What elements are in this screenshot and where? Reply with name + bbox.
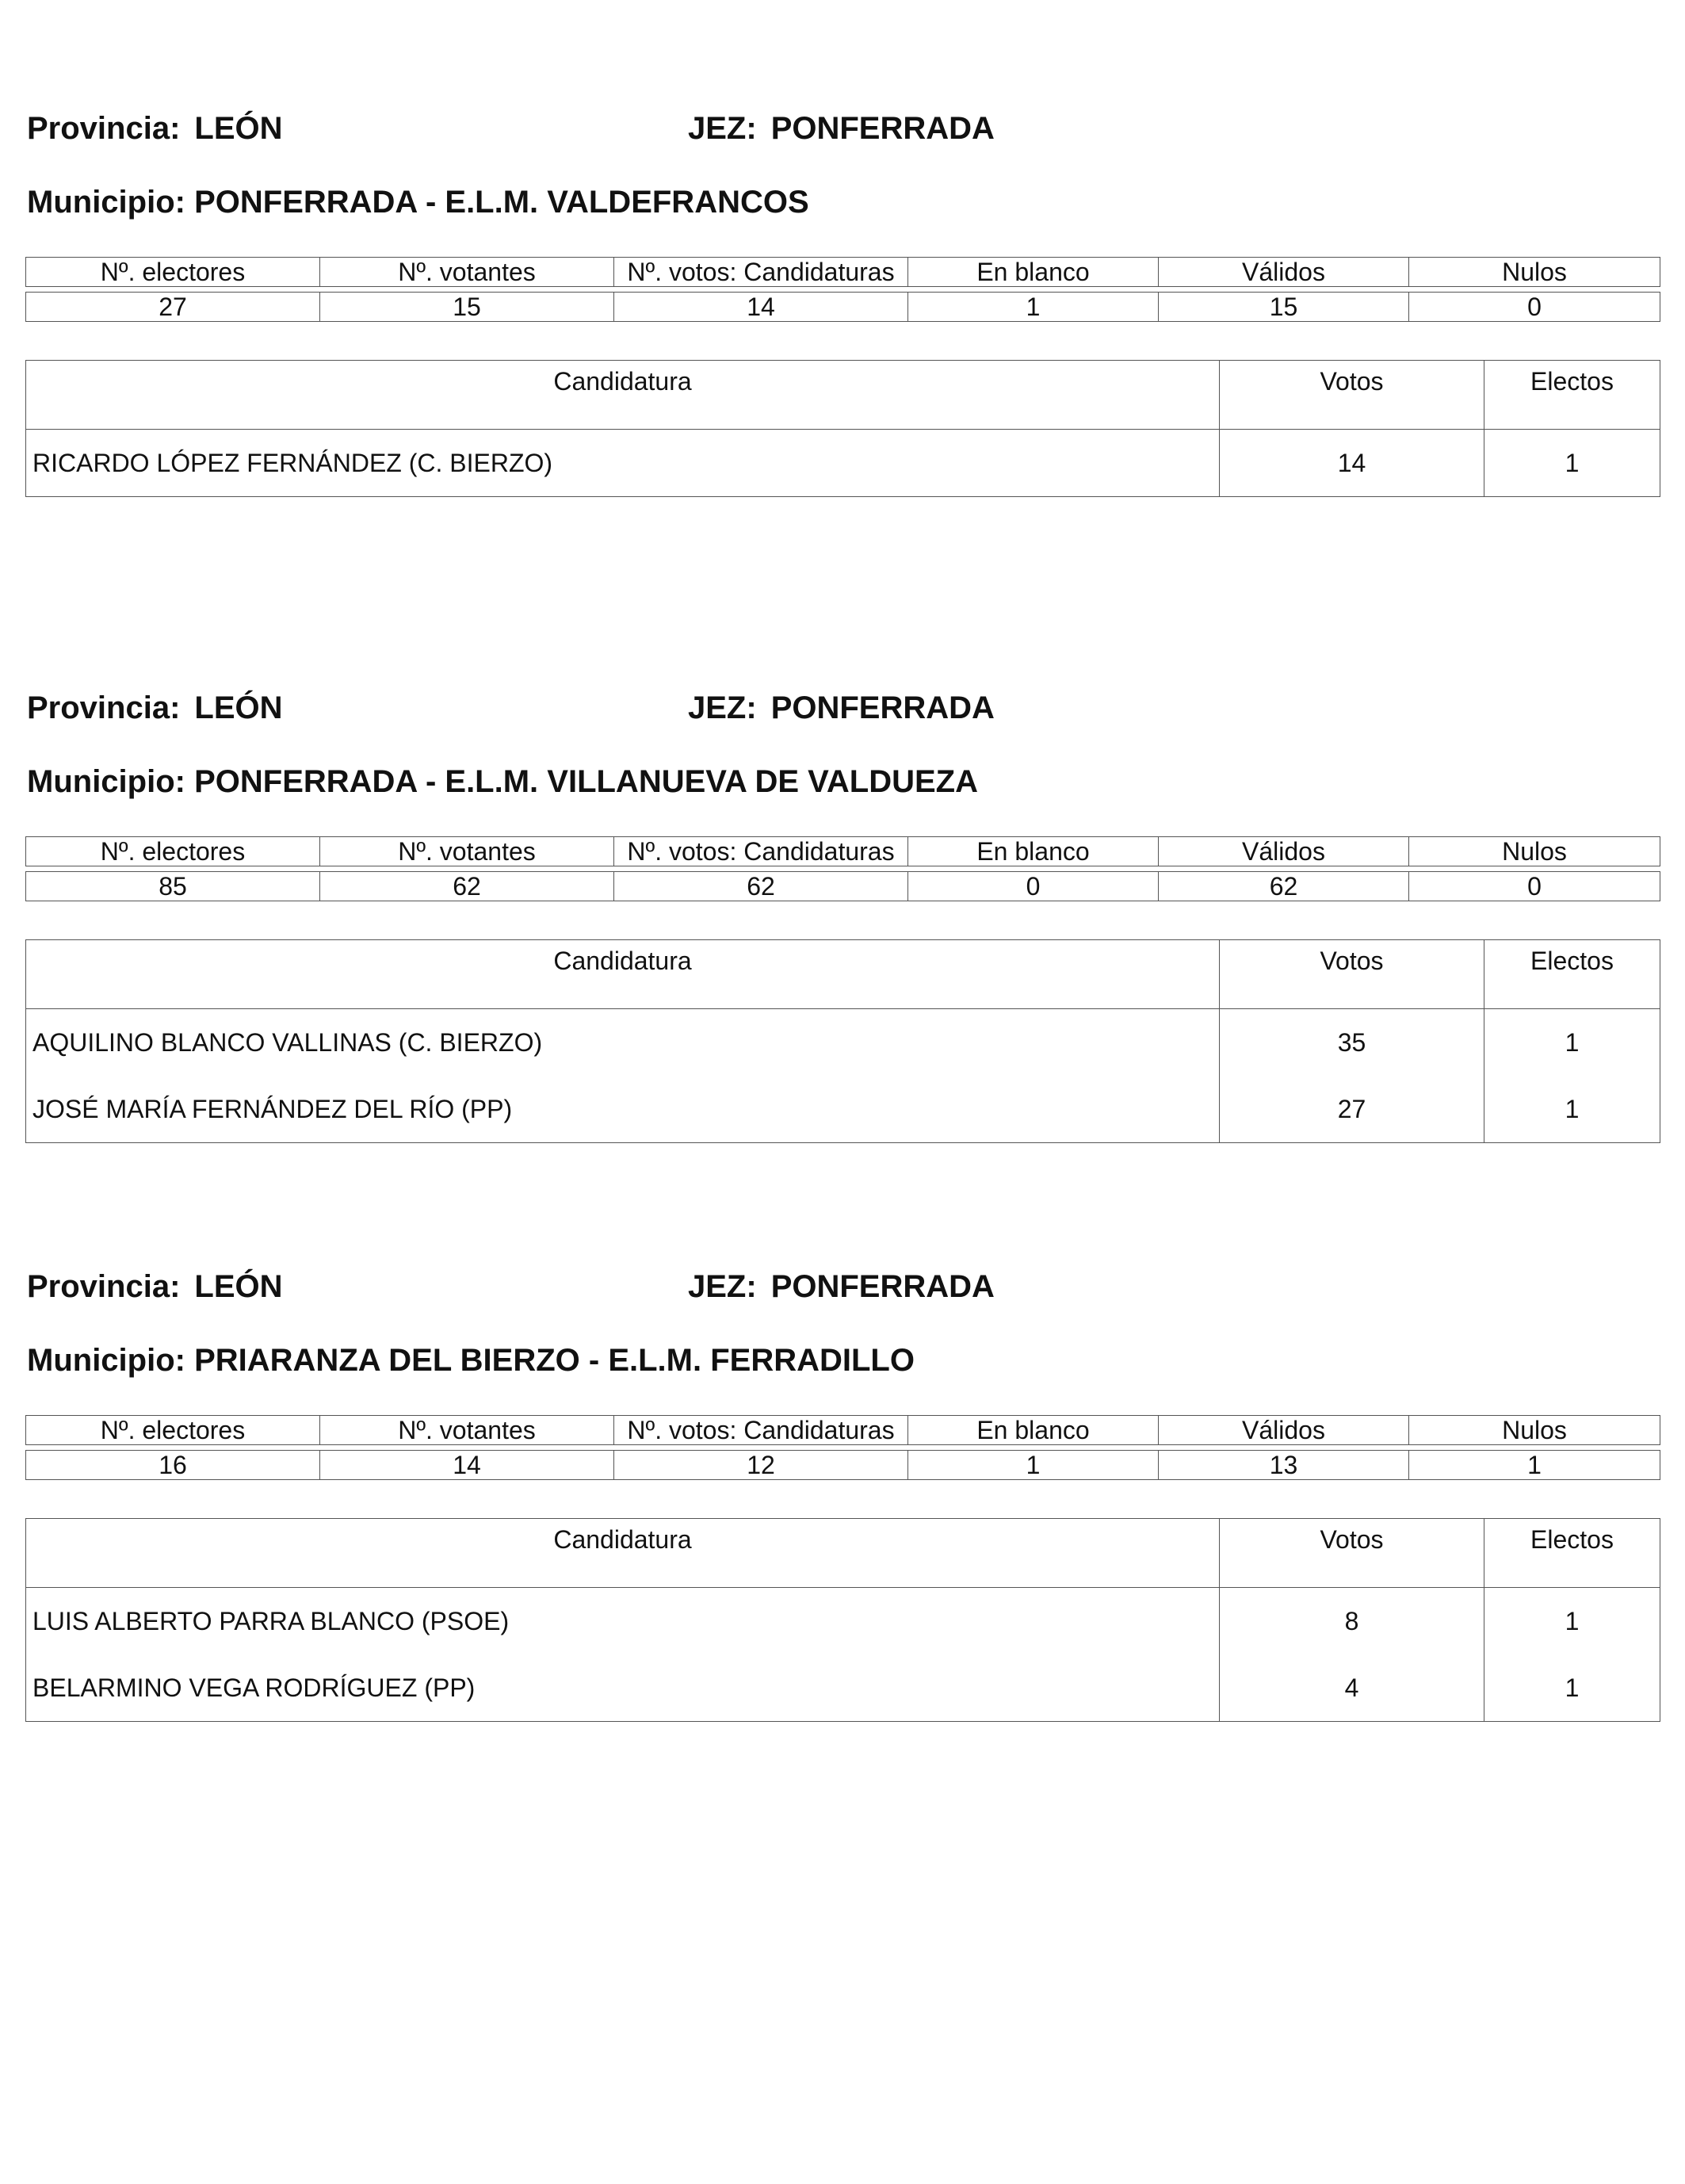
header-votantes: Nº. votantes [320,258,614,287]
header-votantes: Nº. votantes [320,1416,614,1445]
header-candidatura: Candidatura [26,1519,1220,1588]
municipio-value: PONFERRADA - E.L.M. VILLANUEVA DE VALDUEZA [194,764,978,799]
value-votantes: 14 [320,1451,614,1480]
municipio-value: PRIARANZA DEL BIERZO - E.L.M. FERRADILLO [194,1343,915,1378]
candidate-votos: 4 [1220,1654,1484,1722]
value-votos-candidaturas: 14 [614,293,908,322]
candidate-row [26,1076,1660,1143]
summary-table [25,257,1660,322]
value-votantes: 15 [320,293,614,322]
summary-spacer [26,287,1660,293]
value-nulos: 1 [1409,1451,1660,1480]
jez-label: JEZ: [688,1269,757,1304]
provincia-value: LEÓN [194,111,283,146]
header-electores: Nº. electores [26,258,320,287]
candidates-header-row [26,1519,1660,1588]
candidate-electos: 1 [1484,1009,1660,1077]
value-votantes: 62 [320,872,614,901]
summary-header-row [26,258,1660,287]
header-electores: Nº. electores [26,837,320,866]
municipio-line [27,185,809,220]
value-votos-candidaturas: 12 [614,1451,908,1480]
summary-table [25,836,1660,901]
result-section-villanueva-de-valdueza [25,690,1660,1123]
candidate-name: BELARMINO VEGA RODRÍGUEZ (PP) [26,1654,1220,1722]
provincia-label: Provincia: [27,111,181,146]
candidate-name: JOSÉ MARÍA FERNÁNDEZ DEL RÍO (PP) [26,1076,1220,1143]
provincia-line [27,1269,283,1305]
candidate-name: AQUILINO BLANCO VALLINAS (C. BIERZO) [26,1009,1220,1077]
candidate-row [26,430,1660,497]
candidates-header-row [26,361,1660,430]
header-votos-candidaturas: Nº. votos: Candidaturas [614,258,908,287]
candidate-electos: 1 [1484,1076,1660,1143]
header-votos-candidaturas: Nº. votos: Candidaturas [614,1416,908,1445]
candidate-electos: 1 [1484,430,1660,497]
jez-value: PONFERRADA [770,111,995,146]
header-validos: Válidos [1159,258,1409,287]
header-candidatura: Candidatura [26,361,1220,430]
municipio-line [27,764,978,800]
section-header [25,690,1660,738]
header-votos: Votos [1220,361,1484,430]
candidate-electos: 1 [1484,1654,1660,1722]
summary-value-row [26,1451,1660,1480]
header-electos: Electos [1484,1519,1660,1588]
summary-value-row [26,293,1660,322]
candidates-table [25,360,1660,497]
header-electos: Electos [1484,361,1660,430]
header-en-blanco: En blanco [908,258,1159,287]
candidate-votos: 8 [1220,1588,1484,1655]
header-votantes: Nº. votantes [320,837,614,866]
summary-spacer [26,866,1660,872]
value-electores: 85 [26,872,320,901]
summary-spacer [26,1445,1660,1451]
candidate-votos: 14 [1220,430,1484,497]
candidate-row [26,1588,1660,1655]
jez-line [688,690,995,726]
header-votos-candidaturas: Nº. votos: Candidaturas [614,837,908,866]
result-section-valdefrancos [25,111,1660,477]
candidates-header-row [26,940,1660,1009]
header-votos: Votos [1220,1519,1484,1588]
header-en-blanco: En blanco [908,1416,1159,1445]
header-nulos: Nulos [1409,1416,1660,1445]
candidate-name: RICARDO LÓPEZ FERNÁNDEZ (C. BIERZO) [26,430,1220,497]
value-electores: 16 [26,1451,320,1480]
candidate-row [26,1009,1660,1077]
provincia-value: LEÓN [194,690,283,725]
value-validos: 13 [1159,1451,1409,1480]
provincia-value: LEÓN [194,1269,283,1304]
header-candidatura: Candidatura [26,940,1220,1009]
summary-header-row [26,837,1660,866]
header-validos: Válidos [1159,837,1409,866]
value-en-blanco: 1 [908,1451,1159,1480]
header-electos: Electos [1484,940,1660,1009]
value-nulos: 0 [1409,293,1660,322]
summary-table [25,1415,1660,1480]
summary-header-row [26,1416,1660,1445]
candidate-votos: 27 [1220,1076,1484,1143]
value-validos: 62 [1159,872,1409,901]
municipio-value: PONFERRADA - E.L.M. VALDEFRANCOS [194,185,809,220]
header-electores: Nº. electores [26,1416,320,1445]
section-header [25,1269,1660,1317]
result-section-ferradillo [25,1269,1660,1702]
candidate-electos: 1 [1484,1588,1660,1655]
provincia-line [27,690,283,726]
section-header [25,111,1660,159]
candidate-name: LUIS ALBERTO PARRA BLANCO (PSOE) [26,1588,1220,1655]
municipio-label: Municipio: [27,764,185,799]
jez-line [688,1269,995,1305]
municipio-label: Municipio: [27,185,185,220]
header-votos: Votos [1220,940,1484,1009]
jez-value: PONFERRADA [770,690,995,725]
value-validos: 15 [1159,293,1409,322]
value-electores: 27 [26,293,320,322]
municipio-line [27,1343,915,1379]
summary-value-row [26,872,1660,901]
candidates-table [25,939,1660,1143]
provincia-label: Provincia: [27,1269,181,1304]
value-en-blanco: 0 [908,872,1159,901]
jez-label: JEZ: [688,690,757,725]
header-nulos: Nulos [1409,837,1660,866]
header-en-blanco: En blanco [908,837,1159,866]
jez-value: PONFERRADA [770,1269,995,1304]
provincia-label: Provincia: [27,690,181,725]
jez-label: JEZ: [688,111,757,146]
candidates-table [25,1518,1660,1722]
value-en-blanco: 1 [908,293,1159,322]
header-validos: Válidos [1159,1416,1409,1445]
value-votos-candidaturas: 62 [614,872,908,901]
candidate-votos: 35 [1220,1009,1484,1077]
provincia-line [27,111,283,147]
header-nulos: Nulos [1409,258,1660,287]
value-nulos: 0 [1409,872,1660,901]
candidate-row [26,1654,1660,1722]
jez-line [688,111,995,147]
municipio-label: Municipio: [27,1343,185,1378]
